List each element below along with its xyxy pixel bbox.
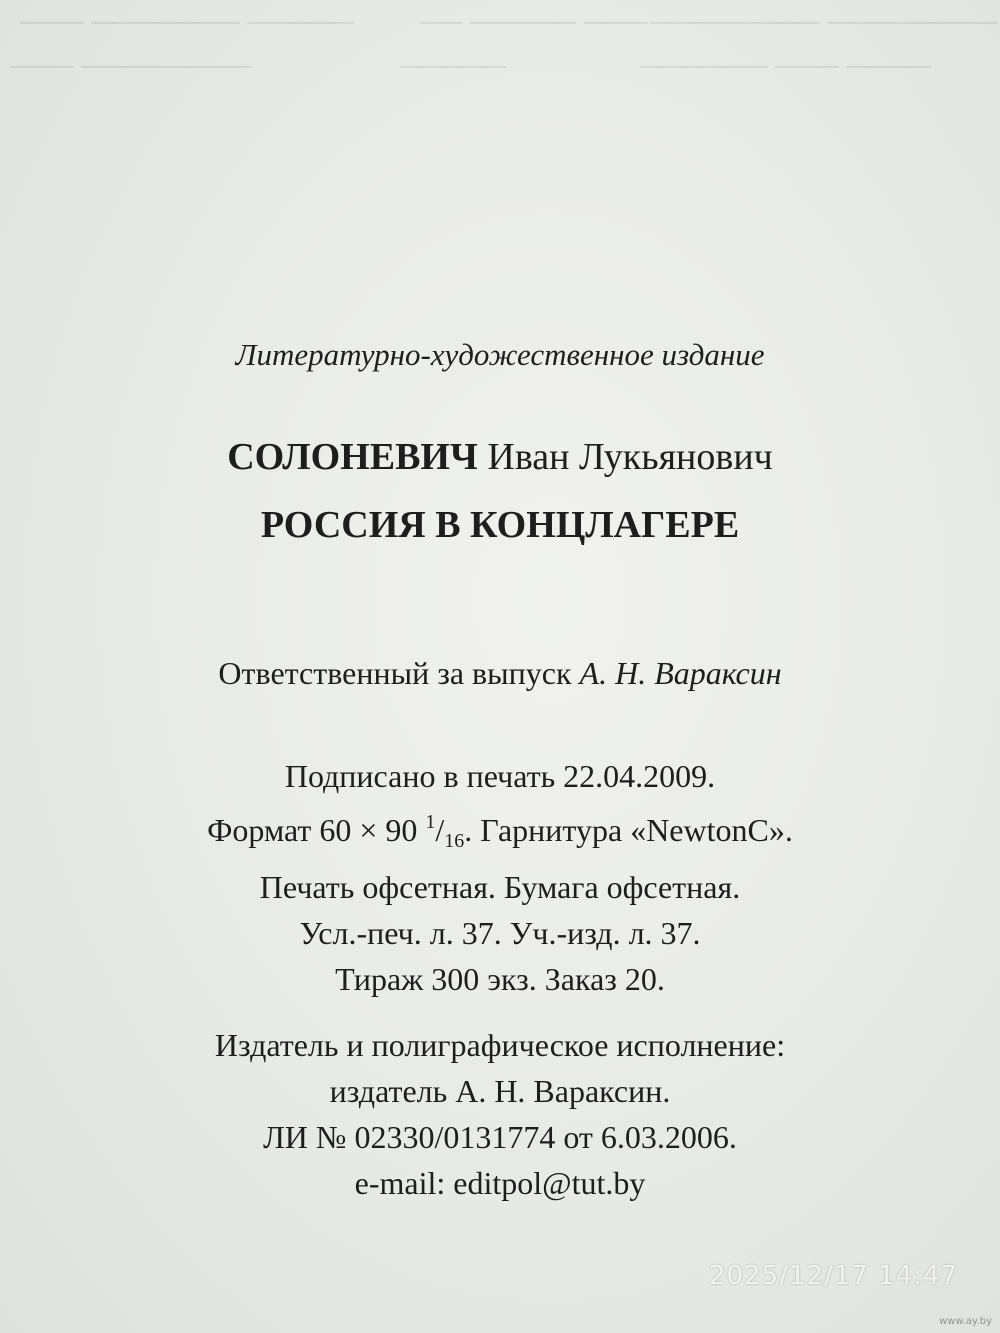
- edition-type: Литературно-художественное издание: [235, 337, 765, 372]
- publisher-license: ЛИ № 02330/0131774 от 6.03.2006.: [263, 1119, 737, 1155]
- imprint-sheets: Усл.-печ. л. 37. Уч.-изд. л. 37.: [299, 915, 701, 951]
- imprint-run: Тираж 300 экз. Заказ 20.: [335, 961, 665, 997]
- book-title: РОССИЯ В КОНЦЛАГЕРЕ: [260, 504, 740, 546]
- responsible-label: Ответственный за выпуск: [218, 655, 572, 691]
- author-line: [0, 435, 1000, 479]
- show-through-text: ───── ─────── ───: [20, 6, 354, 39]
- imprint-format: Формат 60 × 90 $^1/_{16}$. Гарнитура «NewtonC».: [207, 811, 793, 852]
- photo-timestamp: 2025/12/17 14:47: [708, 1261, 958, 1291]
- imprint-block: [0, 753, 1000, 1002]
- show-through-text: ─── ───── ──: [420, 6, 648, 39]
- responsible-name: А. Н. Вараксин: [579, 655, 782, 691]
- show-through-text: ──────── ───: [10, 50, 252, 83]
- responsible-line: [0, 655, 1000, 692]
- imprint-print: Печать офсетная. Бумага офсетная.: [259, 869, 741, 905]
- author-given-names: Иван Лукьянович: [487, 436, 773, 478]
- show-through-text: ─────: [400, 50, 507, 83]
- publisher-name: издатель А. Н. Вараксин.: [329, 1073, 671, 1109]
- imprint-signed: Подписано в печать 22.04.2009.: [284, 758, 716, 794]
- show-through-text: ──── ─── ──────: [640, 50, 932, 83]
- publisher-email: e-mail: editpol@tut.by: [354, 1165, 646, 1201]
- format-numerator: 1: [425, 811, 436, 833]
- site-watermark: www.ay.by: [939, 1316, 992, 1327]
- show-through-text: ──────── ────────: [650, 6, 998, 39]
- publisher-heading: Издатель и полиграфическое исполнение:: [214, 1027, 786, 1063]
- format-prefix: Формат 60 × 90: [207, 812, 418, 848]
- publisher-block: [0, 1022, 1000, 1206]
- format-suffix: . Гарнитура «NewtonC».: [464, 812, 793, 848]
- format-denominator: 16: [444, 830, 465, 852]
- author-surname: СОЛОНЕВИЧ: [227, 436, 478, 478]
